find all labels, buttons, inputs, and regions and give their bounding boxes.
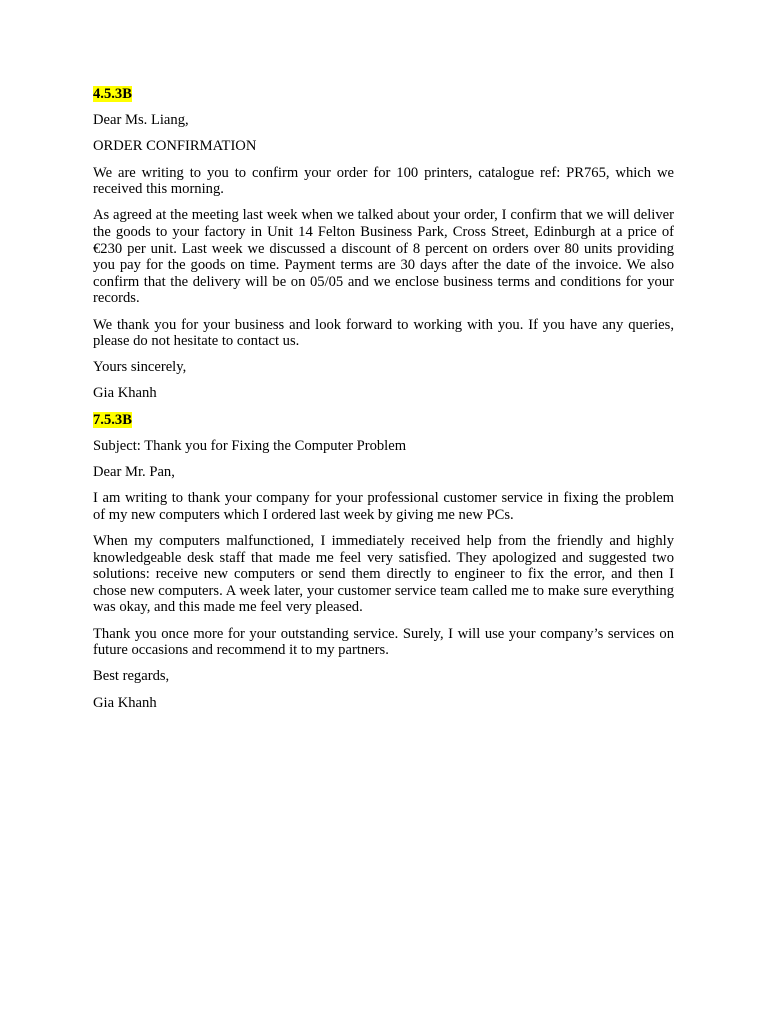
body-paragraph: Thank you once more for your outstanding service. Surely, I will use your company’s services on future occasions and recommend it to my partners. [93, 625, 674, 659]
letter-order-confirmation [93, 86, 674, 402]
signature: Gia Khanh [93, 694, 157, 711]
body-paragraph: When my computers malfunctioned, I immediately received help from the friendly and highly knowledgeable desk staff that made me feel very satisfied. They apologized and suggested two solutions: receive new computers or send them directly to engineer to fix the error, and then I chose new computers. A week later, your customer service team called me to make sure everything was okay, and this made me feel very pleased. [93, 533, 674, 616]
highlighted-heading-label: 4.5.3B [93, 86, 132, 102]
body-paragraph: We are writing to you to confirm your order for 100 printers, catalogue ref: PR765, which we received this morning. [93, 164, 674, 198]
body-paragraph: As agreed at the meeting last week when we talked about your order, I confirm that we will deliver the goods to your factory in Unit 14 Felton Business Park, Cross Street, Edinburgh at a price of €230 per unit. Last week we discussed a discount of 8 percent on orders over 80 units providing you pay for the goods on time. Payment terms are 30 days after the date of the invoice. We also confirm that the delivery will be on 05/05 and we enclose business terms and conditions for your records. [93, 207, 674, 307]
signature: Gia Khanh [93, 385, 157, 402]
body-paragraph: I am writing to thank your company for your professional customer service in fixing the problem of my new computers which I ordered last week by giving me new PCs. [93, 490, 674, 523]
letter-subject: ORDER CONFIRMATION [93, 138, 257, 155]
body-paragraph: We thank you for your business and look forward to working with you. If you have any queries, please do not hesitate to contact us. [93, 316, 674, 350]
section-heading [93, 86, 674, 103]
salutation: Dear Ms. Liang, [93, 112, 189, 129]
letter-subject: Subject: Thank you for Fixing the Computer Problem [93, 437, 407, 454]
closing: Best regards, [93, 668, 170, 685]
closing: Yours sincerely, [93, 359, 187, 376]
section-heading [93, 412, 674, 429]
salutation: Dear Mr. Pan, [93, 464, 175, 481]
document-page [93, 86, 674, 721]
letter-thank-you [93, 412, 674, 711]
highlighted-heading-label: 7.5.3B [93, 411, 132, 428]
